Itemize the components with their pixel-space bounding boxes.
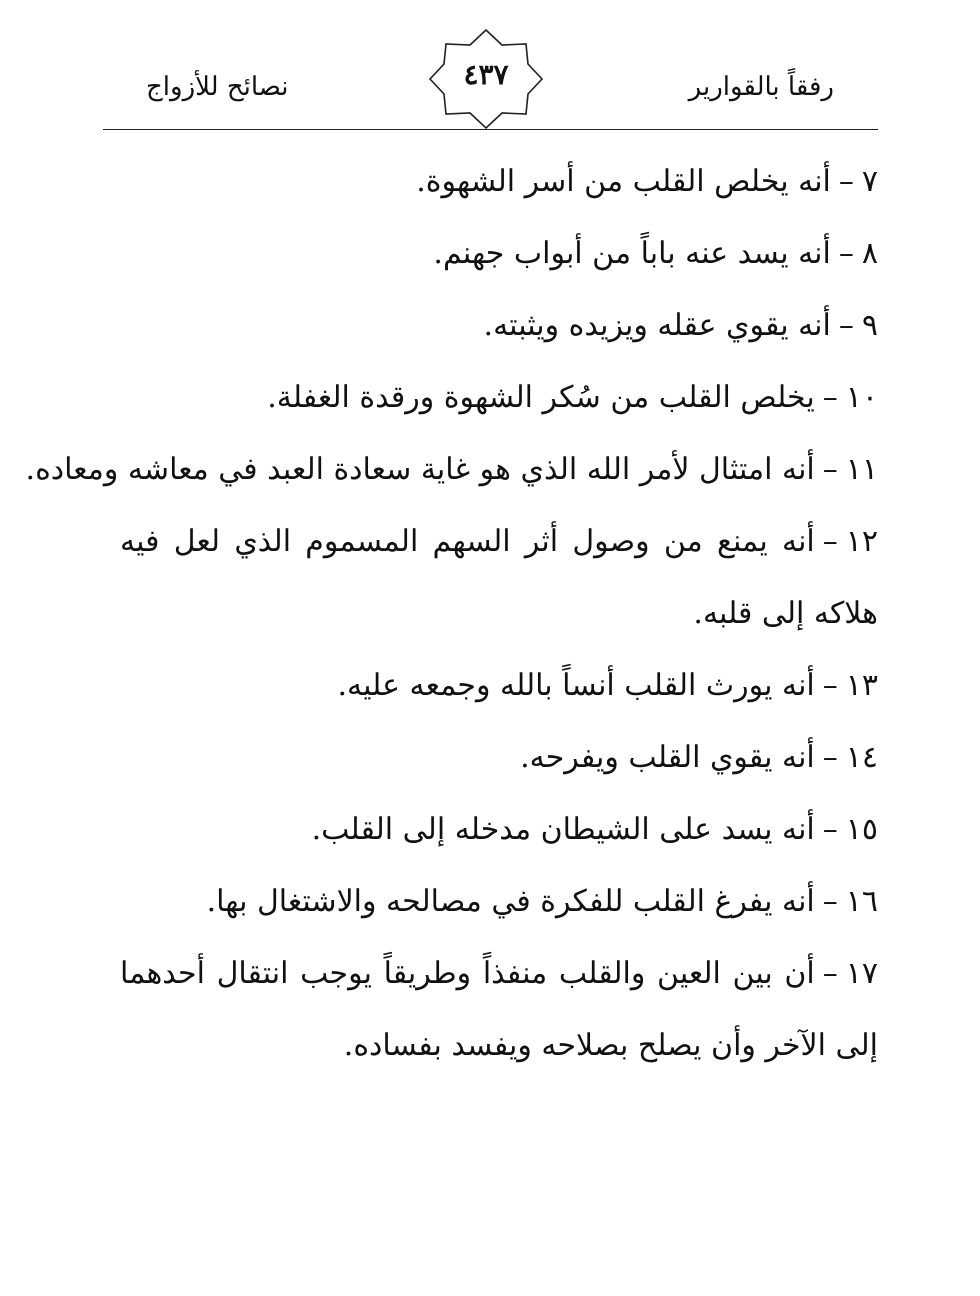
- item-text: أنه امتثال لأمر الله الذي هو غاية سعادة العبد في معاشه ومعاده.: [25, 452, 815, 487]
- list-item: ٩–أنه يقوي عقله ويزيده ويثبته.: [120, 290, 878, 362]
- page-body: [25, 146, 878, 1082]
- page-number: ٤٣٧: [463, 58, 509, 91]
- item-number: ٧: [861, 164, 878, 199]
- list-item: ١٣–أنه يورث القلب أنساً بالله وجمعه عليه.: [120, 650, 878, 722]
- section-title: نصائح للأزواج: [146, 72, 289, 102]
- list-item: ١٢–أنه يمنع من وصول أثر السهم المسموم الذي لعل فيه هلاكه إلى قلبه.: [120, 506, 878, 650]
- list-item: ١٠–يخلص القلب من سُكر الشهوة ورقدة الغفلة.: [120, 362, 878, 434]
- item-number: ١٣: [845, 668, 878, 703]
- header-divider: [103, 129, 878, 130]
- list-item: ١٤–أنه يقوي القلب ويفرحه.: [120, 722, 878, 794]
- item-number: ١٦: [845, 884, 878, 919]
- list-item: ١٧–أن بين العين والقلب منفذاً وطريقاً يوجب انتقال أحدهما إلى الآخر وأن يصلح بصلاحه ويفسد بفساده.: [120, 938, 878, 1082]
- item-text: أنه يقوي القلب ويفرحه.: [520, 740, 815, 775]
- item-number: ١٧: [845, 956, 878, 991]
- item-text: يخلص القلب من سُكر الشهوة ورقدة الغفلة.: [267, 380, 815, 415]
- item-text: أنه يمنع من وصول أثر السهم المسموم الذي لعل فيه هلاكه إلى قلبه.: [120, 524, 878, 631]
- book-title: رفقاً بالقوارير: [688, 72, 834, 102]
- item-number: ٩: [861, 308, 878, 343]
- list-item: ١٥–أنه يسد على الشيطان مدخله إلى القلب.: [120, 794, 878, 866]
- item-number: ١٠: [845, 380, 878, 415]
- list-item: ١٦–أنه يفرغ القلب للفكرة في مصالحه والاشتغال بها.: [120, 866, 878, 938]
- list-item: ١١–أنه امتثال لأمر الله الذي هو غاية سعادة العبد في معاشه ومعاده.: [120, 434, 878, 506]
- item-number: ١٢: [845, 524, 878, 559]
- list-item: ٨–أنه يسد عنه باباً من أبواب جهنم.: [120, 218, 878, 290]
- page-header: [0, 0, 980, 132]
- list-item: ٧–أنه يخلص القلب من أسر الشهوة.: [120, 146, 878, 218]
- item-text: أنه يسد عنه باباً من أبواب جهنم.: [433, 236, 831, 271]
- item-text: أنه يقوي عقله ويزيده ويثبته.: [483, 308, 831, 343]
- page-number-badge: [428, 28, 544, 130]
- item-number: ١١: [845, 452, 878, 487]
- item-text: أنه يخلص القلب من أسر الشهوة.: [416, 164, 831, 199]
- item-number: ٨: [861, 236, 878, 271]
- item-number: ١٤: [845, 740, 878, 775]
- item-text: أن بين العين والقلب منفذاً وطريقاً يوجب انتقال أحدهما إلى الآخر وأن يصلح بصلاحه ويفسد بفساده.: [120, 956, 878, 1063]
- item-text: أنه يورث القلب أنساً بالله وجمعه عليه.: [337, 668, 815, 703]
- item-text: أنه يسد على الشيطان مدخله إلى القلب.: [311, 812, 815, 847]
- item-text: أنه يفرغ القلب للفكرة في مصالحه والاشتغال بها.: [206, 884, 815, 919]
- item-number: ١٥: [845, 812, 878, 847]
